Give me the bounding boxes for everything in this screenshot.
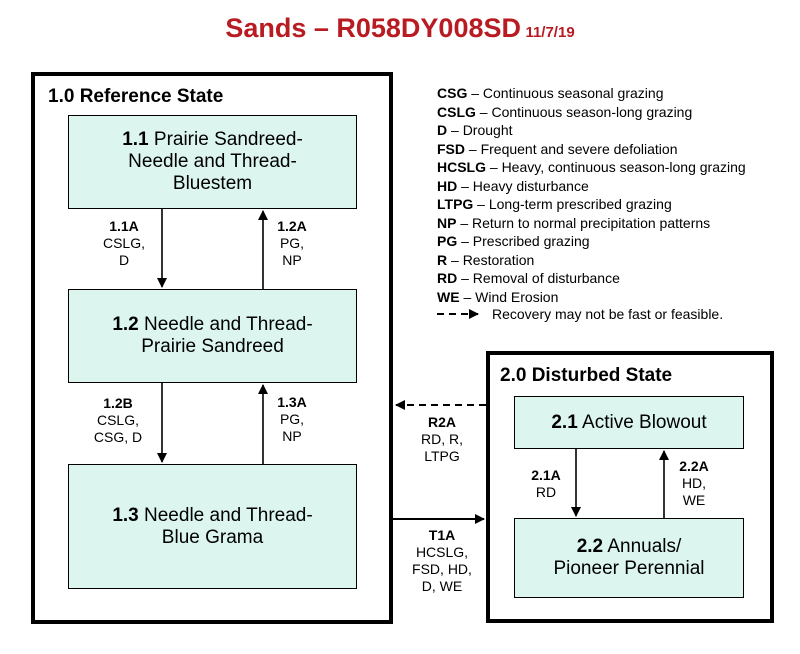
label-t1a: T1A HCSLG, FSD, HD, D, WE	[412, 527, 472, 594]
phase-1-1-line2: Needle and Thread-	[128, 151, 297, 172]
legend-row	[437, 177, 746, 196]
legend-row	[437, 158, 746, 177]
legend-row	[437, 251, 746, 270]
legend-abbr: R	[437, 251, 448, 268]
legend	[437, 84, 746, 306]
disturbed-state-title: 2.0 Disturbed State	[500, 365, 673, 386]
phase-1-3-line2: Blue Grama	[161, 526, 264, 548]
legend-desc: – Continuous seasonal grazing	[467, 85, 664, 101]
label-1-3a: 1.3A PG, NP	[277, 394, 307, 444]
title-main: Sands – R058DY008SD	[225, 13, 521, 43]
legend-desc: – Heavy disturbance	[457, 177, 589, 194]
legend-dashed-label: Recovery may not be fast or feasible.	[492, 306, 724, 322]
legend-desc: – Restoration	[447, 251, 535, 268]
label-2-1a: 2.1A RD	[531, 467, 561, 500]
legend-row	[437, 84, 746, 103]
legend-desc: – Return to normal precipitation patterns	[456, 214, 711, 231]
label-1-2a: 1.2A PG, NP	[277, 218, 307, 268]
legend-row	[437, 195, 746, 214]
title-date: 11/7/19	[525, 24, 575, 41]
legend-row	[437, 269, 746, 288]
label-1-1a: 1.1A CSLG, D	[102, 218, 145, 268]
legend-desc: – Heavy, continuous season-long grazing	[486, 159, 746, 175]
legend-abbr: FSD	[437, 140, 465, 157]
phase-2-2-number: 2.2	[576, 536, 604, 557]
phase-2-2-line2: Pioneer Perennial	[553, 558, 705, 579]
legend-row	[437, 121, 746, 140]
legend-abbr: HD	[437, 177, 458, 194]
legend-desc: – Removal of disturbance	[457, 270, 620, 286]
legend-abbr: PG	[437, 233, 458, 249]
legend-abbr: WE	[437, 288, 460, 305]
legend-abbr: NP	[437, 214, 457, 231]
legend-abbr: RD	[437, 270, 458, 286]
legend-row	[437, 232, 746, 251]
phase-1-1-line3: Bluestem	[172, 173, 253, 194]
legend-row	[437, 140, 746, 159]
legend-abbr: CSLG	[437, 103, 476, 120]
phase-2-1-line1: Active Blowout	[582, 411, 707, 433]
legend-abbr: LTPG	[437, 196, 474, 212]
legend-desc: – Wind Erosion	[459, 288, 559, 305]
label-1-2b: 1.2B CSLG, CSG, D	[93, 395, 143, 445]
legend-abbr: D	[437, 122, 448, 138]
legend-desc: – Prescribed grazing	[457, 233, 590, 249]
phase-1-2-line2: Prairie Sandreed	[141, 336, 284, 357]
phase-1-3-line1: Needle and Thread-	[144, 504, 313, 526]
label-2-2a: 2.2A HD, WE	[679, 458, 709, 508]
label-r2a: R2A RD, R, LTPG	[421, 414, 463, 464]
phase-1-3-number: 1.3	[112, 504, 139, 526]
phase-1-2-number: 1.2	[112, 314, 139, 335]
phase-1-1-line1: Prairie Sandreed-	[153, 129, 303, 150]
legend-row	[437, 214, 746, 233]
phase-2-1-number: 2.1	[551, 411, 578, 433]
legend-row	[437, 103, 746, 122]
legend-desc: – Long-term prescribed grazing	[473, 196, 672, 212]
legend-abbr: HCSLG	[437, 159, 486, 175]
phase-2-2-line1: Annuals/	[607, 536, 682, 557]
phase-1-1-number: 1.1	[122, 129, 149, 150]
legend-desc: – Drought	[447, 122, 513, 138]
legend-row	[437, 288, 746, 307]
phase-1-2-line1: Needle and Thread-	[144, 314, 313, 335]
legend-desc: – Frequent and severe defoliation	[465, 140, 678, 157]
legend-desc: – Continuous season-long grazing	[475, 103, 693, 120]
reference-state-title: 1.0 Reference State	[48, 86, 224, 107]
legend-abbr: CSG	[437, 85, 468, 101]
